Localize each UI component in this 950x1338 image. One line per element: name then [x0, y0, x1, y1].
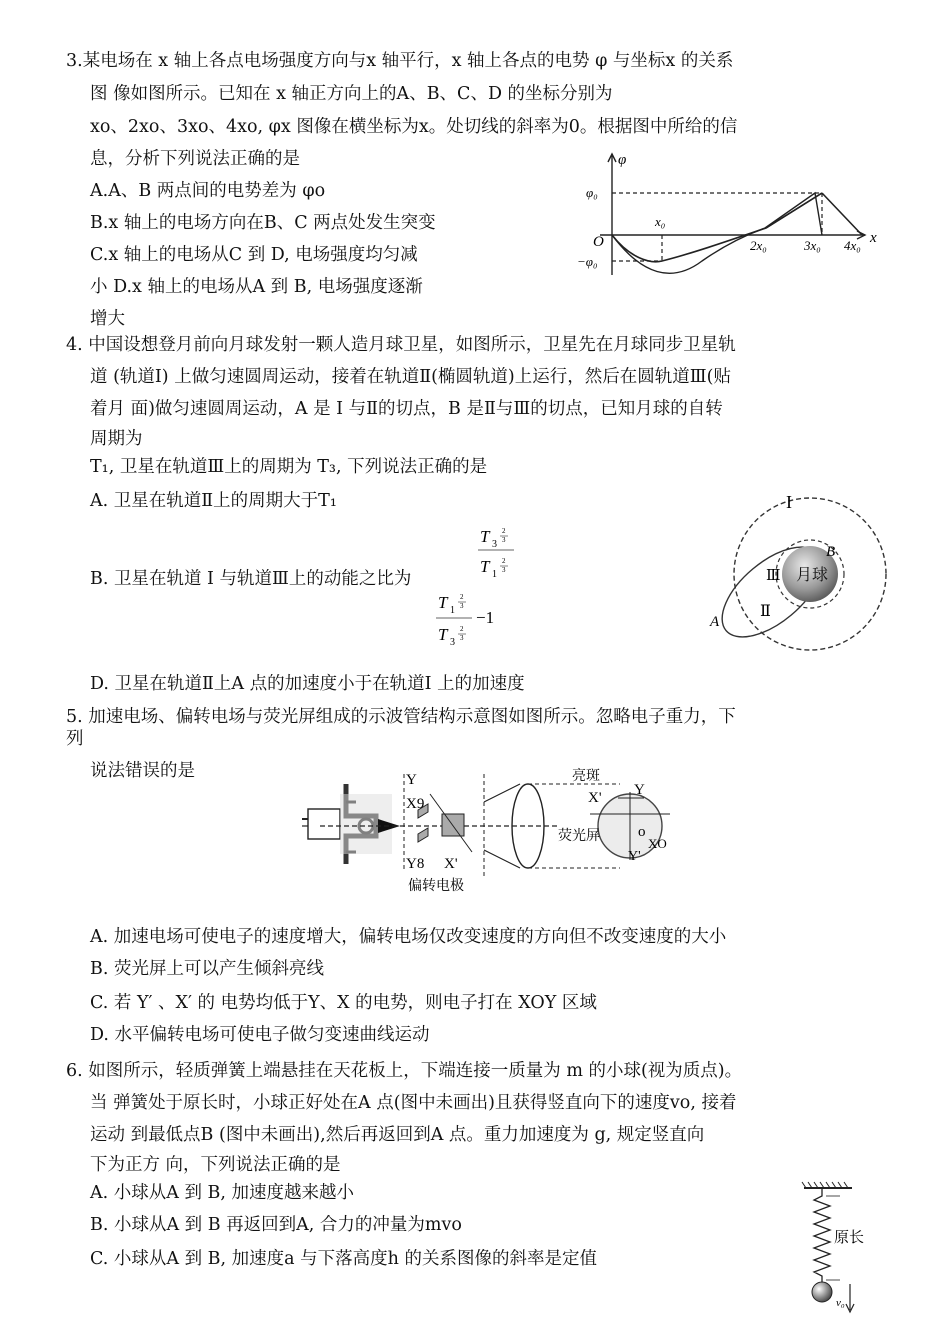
- q4-formula-minus-one: −1: [476, 608, 495, 627]
- orbit-ii-label: Ⅱ: [760, 603, 771, 620]
- q5-option-c: C. 若 Y′ 、X′ 的 电势均低于Y、X 的电势，则电子打在 XOY 区域: [90, 993, 597, 1013]
- q3-option-d: 小 D.x 轴上的电场从A 到 B, 电场强度逐渐: [90, 277, 423, 297]
- q3-y-axis-label: φ: [618, 152, 627, 168]
- q3-neg-phi0-label: −φ₀: [577, 254, 598, 269]
- q6-stem-line: 运动 到最低点B (图中未画出),然后再返回到A 点。重力加速度为 g, 规定竖直向: [90, 1125, 705, 1145]
- orbit-i-label: I: [786, 492, 792, 512]
- q3-option-d-cont: 增大: [90, 309, 125, 329]
- q4-formula-symbol: T: [438, 593, 448, 612]
- q4-formula-exp: 3: [460, 634, 464, 642]
- screen-label-x-prime: X': [588, 790, 602, 806]
- screen-label-y: Y: [634, 782, 645, 798]
- q4-formula-sub: 3: [450, 637, 455, 648]
- label-y: Y: [406, 772, 417, 788]
- screen-label-o: o: [638, 824, 646, 840]
- q4-formula-exp: 2: [460, 625, 464, 633]
- q4-formula-b: [474, 520, 534, 590]
- q4-formula-exp: 3: [460, 602, 464, 610]
- orbit-iii-label: Ⅲ: [766, 568, 781, 584]
- q4-option-a: A. 卫星在轨道Ⅱ上的周期大于T₁: [90, 491, 337, 511]
- q3-tick-4x0: 4x₀: [844, 238, 861, 253]
- q5-oscilloscope-figure: [300, 764, 680, 894]
- label-x9: X9: [406, 796, 425, 812]
- q4-formula-symbol: T: [480, 527, 490, 546]
- q3-tick-3x0: 3x₀: [804, 238, 821, 253]
- q6-stem-line: 当 弹簧处于原长时，小球正好处在A 点(图中未画出)且获得竖直向下的速度vo, 接着: [90, 1093, 737, 1113]
- q6-option-a: A. 小球从A 到 B, 加速度越来越小: [90, 1183, 355, 1203]
- q3-tick-2x0: 2x₀: [750, 238, 767, 253]
- q3-stem-line: xo、2xo、3xo、4xo, φx 图像在横坐标为x。处切线的斜率为0。根据图中所给的信: [90, 117, 738, 137]
- screen-label-xo: XO: [648, 836, 667, 851]
- q6-spring-figure: [800, 1180, 880, 1315]
- q4-stem-line: 周期为: [90, 429, 143, 449]
- q3-x-axis-label: x: [870, 230, 877, 246]
- label-x-prime: X': [444, 856, 458, 872]
- q4-stem-line: T₁, 卫星在轨道Ⅲ上的周期为 T₃, 下列说法正确的是: [90, 457, 488, 477]
- point-a-label: A: [710, 614, 720, 630]
- q3-stem-line: 3.某电场在 x 轴上各点电场强度方向与x 轴平行，x 轴上各点的电势 φ 与坐标x 的关系: [66, 51, 734, 71]
- q4-stem-line: 着月 面)做匀速圆周运动，A 是 I 与Ⅱ的切点，B 是Ⅱ与Ⅲ的切点，已知月球的自转: [90, 399, 723, 419]
- q4-formula-exp: 2: [502, 557, 506, 565]
- q6-option-c: C. 小球从A 到 B, 加速度a 与下落高度h 的关系图像的斜率是定值: [90, 1249, 597, 1269]
- screen-label-y-prime: Y': [628, 849, 641, 864]
- q4-stem-line: 4. 中国设想登月前向月球发射一颗人造月球卫星，如图所示，卫星先在月球同步卫星轨: [66, 335, 736, 355]
- q3-stem-line: 息，分析下列说法正确的是: [90, 149, 300, 169]
- q5-stem-line: 列: [66, 729, 84, 749]
- label-screen: 荧光屏: [558, 829, 600, 844]
- ball: [812, 1282, 832, 1302]
- q3-tick-x0: x₀: [655, 214, 666, 229]
- q3-potential-graph: [560, 150, 890, 280]
- velocity-label: v₀: [836, 1297, 845, 1309]
- moon-label: 月球: [796, 567, 829, 584]
- q3-origin-label: O: [593, 234, 604, 250]
- q4-formula-sub: 3: [492, 539, 497, 550]
- q4-formula-symbol: T: [438, 625, 448, 644]
- q6-stem-line: 下为正方 向，下列说法正确的是: [90, 1155, 341, 1175]
- q4-formula-c: [430, 586, 520, 656]
- q4-formula-exp: 2: [502, 527, 506, 535]
- q4-formula-sub: 1: [492, 569, 497, 580]
- q4-option-d: D. 卫星在轨道Ⅱ上A 点的加速度小于在轨道I 上的加速度: [90, 674, 525, 694]
- q6-option-b: B. 小球从A 到 B 再返回到A, 合力的冲量为mvo: [90, 1215, 462, 1235]
- label-deflection-electrode: 偏转电极: [408, 879, 464, 894]
- q5-option-b: B. 荧光屏上可以产生倾斜亮线: [90, 959, 324, 979]
- q3-stem-line: 图 像如图所示。已知在 x 轴正方向上的A、B、C、D 的坐标分别为: [90, 84, 613, 104]
- label-bright-spot: 亮斑: [572, 769, 600, 784]
- q3-option-c: C.x 轴上的电场从C 到 D, 电场强度均匀减: [90, 245, 418, 265]
- q5-option-a: A. 加速电场可使电子的速度增大，偏转电场仅改变速度的方向但不改变速度的大小: [90, 927, 727, 947]
- q3-phi0-label: φ₀: [586, 185, 598, 200]
- q4-formula-sub: 1: [450, 605, 455, 616]
- q6-stem-line: 6. 如图所示，轻质弹簧上端悬挂在天花板上，下端连接一质量为 m 的小球(视为质点)。: [66, 1061, 743, 1081]
- q5-option-d: D. 水平偏转电场可使电子做匀变速曲线运动: [90, 1025, 430, 1045]
- natural-length-label: 原长: [834, 1230, 865, 1246]
- q3-option-a: A.A、B 两点间的电势差为 φo: [90, 181, 326, 201]
- q5-stem-line: 5. 加速电场、偏转电场与荧光屏组成的示波管结构示意图如图所示。忽略电子重力，下: [66, 707, 736, 727]
- label-y8: Y8: [406, 856, 425, 872]
- q4-formula-symbol: T: [480, 557, 490, 576]
- q5-stem-line: 说法错误的是: [90, 761, 195, 781]
- point-b-label: B: [826, 544, 836, 560]
- q4-formula-exp: 3: [502, 536, 506, 544]
- q4-formula-exp: 3: [502, 566, 506, 574]
- q4-option-b: B. 卫星在轨道 I 与轨道Ⅲ上的动能之比为: [90, 569, 412, 589]
- q4-orbit-figure: [700, 484, 890, 664]
- q4-formula-exp: 2: [460, 593, 464, 601]
- q3-option-b: B.x 轴上的电场方向在B、C 两点处发生突变: [90, 213, 436, 233]
- q4-stem-line: 道 (轨道I) 上做匀速圆周运动，接着在轨道Ⅱ(椭圆轨道)上运行，然后在圆轨道Ⅲ(贴: [90, 367, 731, 387]
